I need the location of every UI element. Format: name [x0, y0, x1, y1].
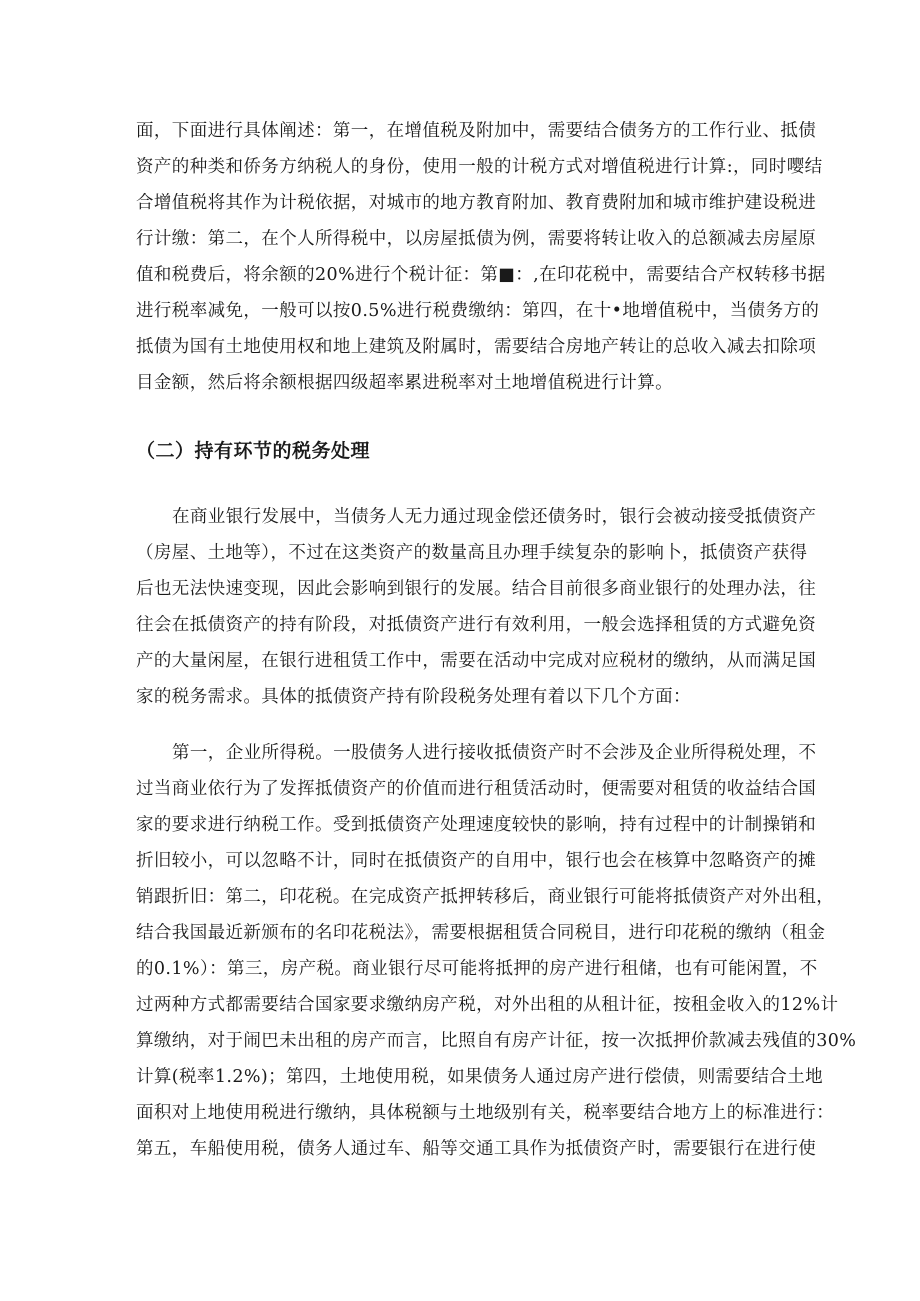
- paragraph-1-line-1: 面，下面进行具体阐述：第一，在增值税及附加中，需要结合债务方的工作行业、抵债: [136, 121, 817, 141]
- paragraph-3-line-1: 第一，企业所得税。一股债务人进行接收抵债资产时不会涉及企业所得税处理，不: [172, 743, 817, 763]
- paragraph-3-line-4: 折旧较小，可以忽略不计，同时在抵债资产的自用中，银行也会在核算中忽略资产的摊: [136, 851, 817, 871]
- paragraph-2-line-5: 产的大量闲屋，在银行进租赁工作中，需要在活动中完成对应税材的缴纳，从而满足国: [136, 651, 817, 671]
- paragraph-2-line-6: 家的税务需求。具体的抵债资产持有阶段税务处理有着以下几个方面：: [136, 687, 691, 707]
- paragraph-1-line-3: 合增值税将其作为计税依据，对城市的地方教育附加、教育费附加和城市维护建设税进: [136, 193, 817, 213]
- paragraph-1-line-4: 行计缴：第二，在个人所得税中，以房屋抵债为例，需要将转让收入的总额减去房屋原: [136, 229, 817, 249]
- paragraph-3-line-2: 过当商业依行为了发挥抵债资产的价值而进行租赁活动时，便需要对租赁的收益结合国: [136, 779, 817, 799]
- paragraph-3-line-7: 的0.1%）：第三，房产税。商业银行尽可能将抵押的房产进行租储，也有可能闲置，不: [136, 959, 818, 979]
- paragraph-3-line-12: 第五，车船使用税，债务人通过车、船等交通工具作为抵债资产时，需要银行在进行使: [136, 1139, 817, 1159]
- paragraph-3-line-11: 面积对上地使用税进行缴纳，具体税额与土地级别有关，税率要结合地方上的标准进行：: [136, 1103, 835, 1123]
- paragraph-2-line-4: 往会在抵债资产的持有阶段，对抵债资产进行有效利用，一般会选择租赁的方式避免资: [136, 615, 817, 635]
- paragraph-3-line-3: 家的要求进行纳税工作。受到抵债资产处理速度较快的影响，持有过程中的计制操销和: [136, 815, 817, 835]
- paragraph-2-line-2: （房屋、土地等），不过在这类资产的数量高且办理手续复杂的影响卜，抵债资产获得: [136, 543, 808, 563]
- paragraph-1-line-6: 进行税率减免，一般可以按0.5%进行税费缴纳：第四，在十•地增值税中，当债务方的: [136, 301, 820, 321]
- paragraph-1-line-5: 值和税费后，将余额的20%进行个税计征：第■：,在印花税中，需要结合产权转移书据: [136, 265, 826, 285]
- paragraph-3-line-10: 计算(税率1.2%)；第四，土地使用税，如果债务人通过房产进行偿债，则需要结合土地: [136, 1067, 824, 1087]
- paragraph-2-line-1: 在商业银行发展中，当债务人无力通过现金偿还债务时，银行会被动接受抵债资产: [172, 507, 817, 527]
- paragraph-1-line-2: 资产的种类和侨务方纳税人的身份，使用一般的计税方式对增值税进行计算:，同时嘤结: [136, 157, 823, 177]
- paragraph-3-line-8: 过两种方式都需要结合国家要求缴纳房产税，对外出租的从租计征，按租金收入的12%计: [136, 995, 839, 1015]
- paragraph-1-line-8: 目金额，然后将余额根据四级超率累进税率对土地增值税进行计算。: [136, 373, 673, 393]
- paragraph-3-line-5: 销跟折旧：第二，印花税。在完成资产抵押转移后，商业银行可能将抵债资产对外出租，: [136, 887, 835, 907]
- paragraph-3-line-9: 算缴纳，对于闹巴未出租的房产而言，比照自有房产计征，按一次抵押价款减去残值的30%: [136, 1031, 857, 1051]
- paragraph-1-line-7: 抵债为国有土地使用权和地上建筑及附属时，需要结合房地产转让的总收入减去扣除项: [136, 337, 817, 357]
- paragraph-3-line-6: 结合我国最近新颁布的名印花税法》，需要根据租赁合同税目，进行印花税的缴纳（租金: [136, 923, 826, 943]
- paragraph-2-line-3: 后也无法快速变现，因此会影响到银行的发展。结合目前很多商业银行的处理办法，往: [136, 579, 817, 599]
- section-heading: （二）持有环节的税务处理: [136, 440, 371, 462]
